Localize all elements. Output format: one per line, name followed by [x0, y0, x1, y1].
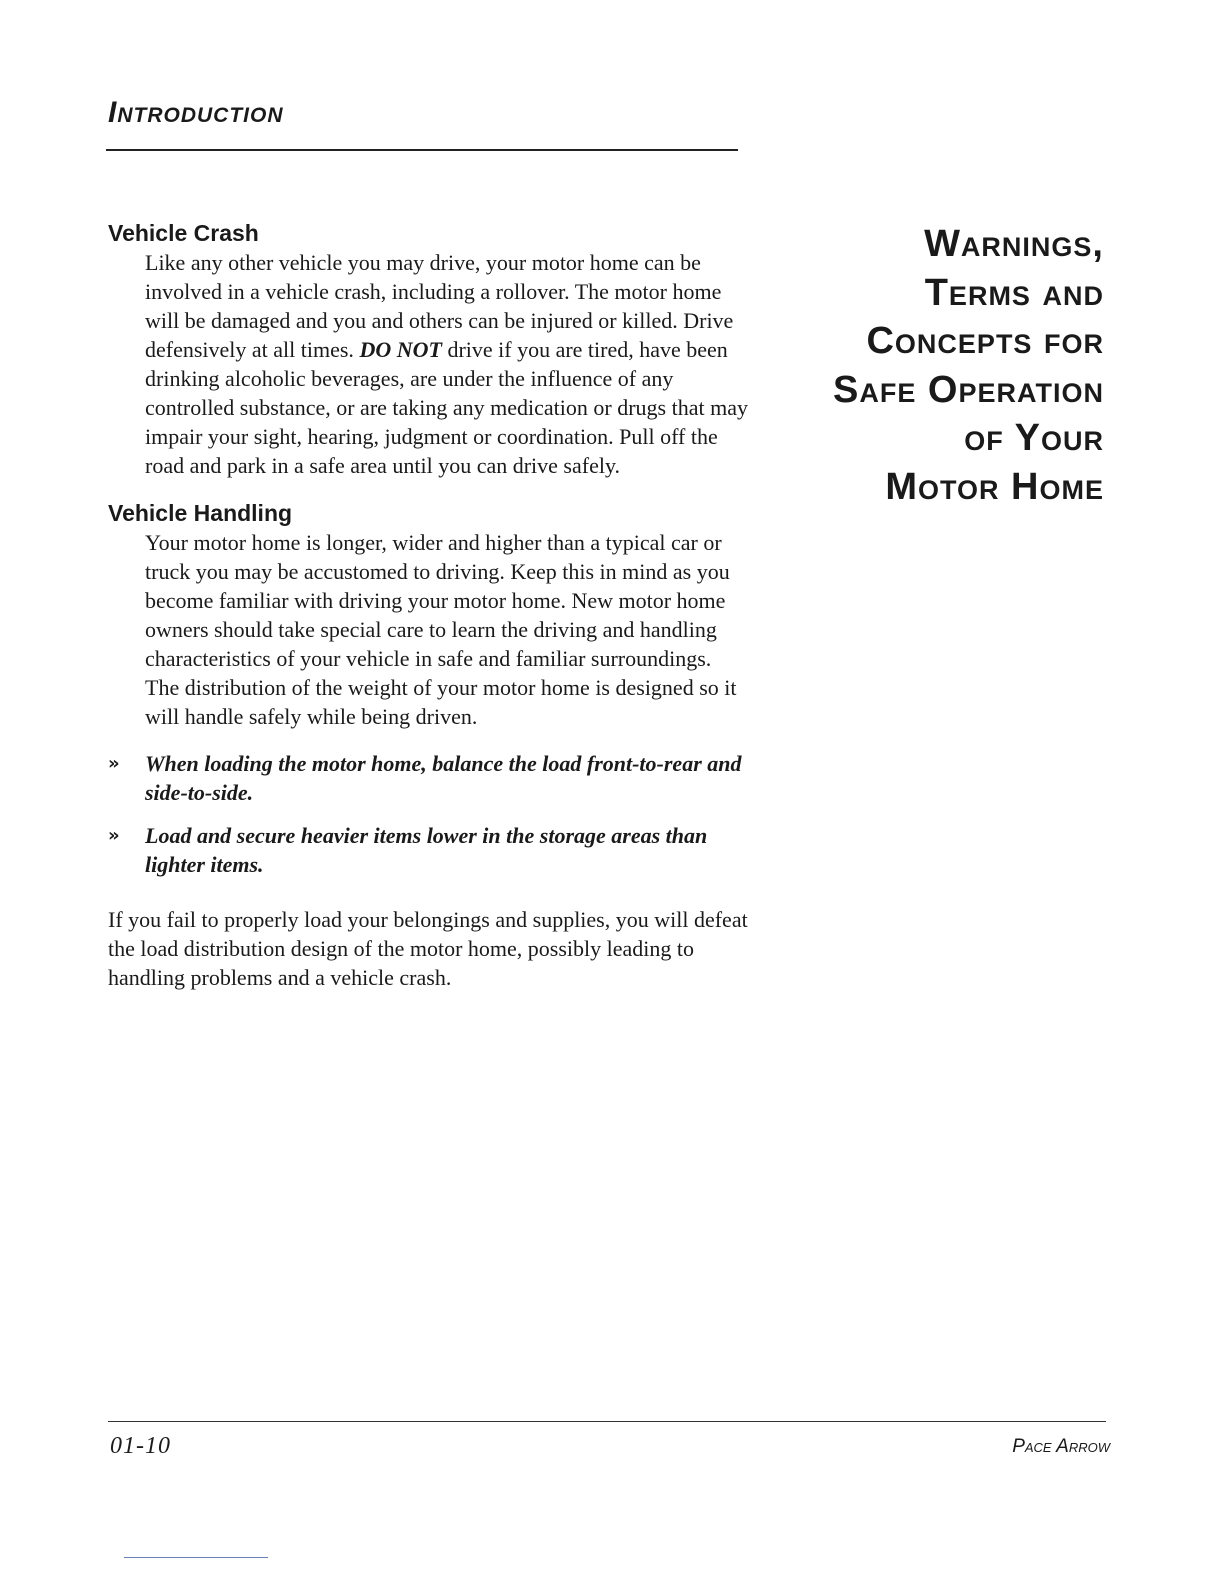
side-title-line: Concepts for	[866, 320, 1104, 362]
bullet-item	[108, 821, 748, 879]
footer-rule	[108, 1421, 1106, 1422]
section-heading-vehicle-crash: Vehicle Crash	[108, 220, 259, 246]
crash-text-part1: Like any other vehicle you may drive, your motor home can be involved in a vehicle crash, including a rollover. The motor home will be damaged and you and others can be injured or killed. Drive defensively at all times.	[145, 250, 734, 362]
double-chevron-icon: »	[108, 753, 120, 774]
section-body-vehicle-handling: Your motor home is longer, wider and higher than a typical car or truck you may be accustomed to driving. Keep this in mind as you become familiar with driving your motor home. New motor home owners should take special care to learn the driving and handling characteristics of your vehicle in safe and familiar surroundings. The distribution of the weight of your motor home is designed so it will handle safely while being driven.	[145, 530, 737, 729]
side-title-line: Safe Operation	[833, 368, 1104, 411]
main-content	[108, 218, 748, 992]
closing-paragraph: If you fail to properly load your belongings and supplies, you will defeat the load distribution design of the motor home, possibly leading to handling problems and a vehicle crash.	[108, 907, 748, 990]
scan-mark	[124, 1557, 268, 1558]
side-title	[778, 220, 1104, 511]
bullet-text: Load and secure heavier items lower in the storage areas than lighter items.	[145, 823, 708, 877]
side-title-line: Warnings,	[924, 223, 1104, 265]
side-title-line: Terms and	[924, 271, 1104, 314]
section-body-vehicle-crash	[145, 248, 748, 480]
bullet-text: When loading the motor home, balance the load front-to-rear and side-to-side.	[145, 751, 742, 805]
side-title-line: of Your	[964, 417, 1104, 459]
page-header-title: Introduction	[108, 96, 284, 129]
do-not-emphasis: DO NOT	[359, 337, 442, 362]
page-number: 01-10	[110, 1433, 171, 1459]
bullet-item	[108, 749, 748, 807]
header-rule	[106, 149, 738, 151]
footer-brand: Pace Arrow	[1012, 1436, 1110, 1457]
section-heading-vehicle-handling: Vehicle Handling	[108, 500, 293, 526]
crash-text-part2: drive if you are tired, have been drinking alcoholic beverages, are under the influence of any controlled substance, or are taking any medication or drugs that may impair your sight, hearing, judgment or coordination. Pull off the road and park in a safe area until you can drive safely.	[145, 337, 748, 478]
side-title-line: Motor Home	[885, 465, 1104, 508]
double-chevron-icon: »	[108, 825, 120, 846]
